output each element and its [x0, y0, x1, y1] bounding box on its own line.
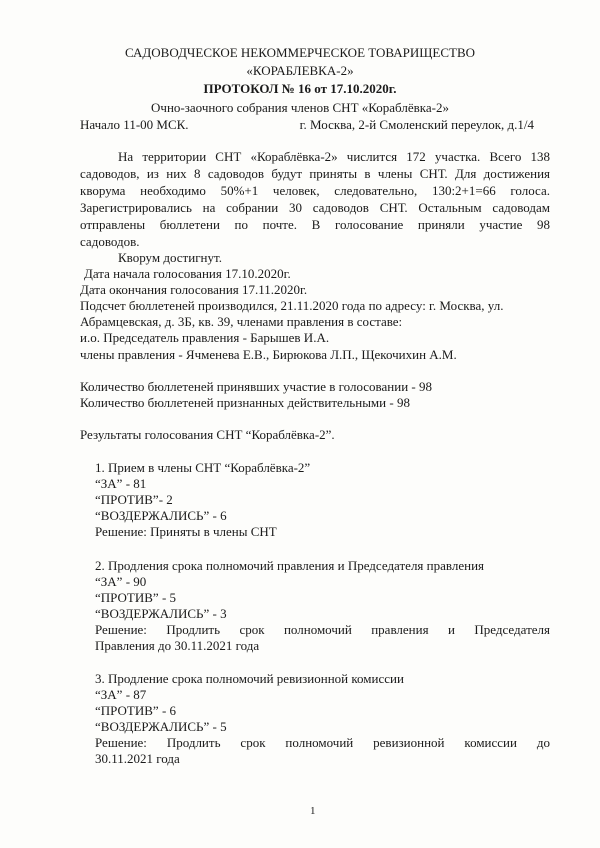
intro-line: отправлены бюллетени по почте. В голосование приняли участие 98 [80, 217, 550, 232]
vote-abstained: “ВОЗДЕРЖАЛИСЬ” - 5 [95, 719, 227, 734]
vote-item-title: 3. Продление срока полномочий ревизионной комиссии [95, 671, 404, 686]
intro-line: садоводов, из них 8 садоводов будут приняты в члены СНТ. Для достижения [80, 166, 550, 181]
vote-against: “ПРОТИВ” - 6 [95, 703, 177, 718]
vote-start-date: Дата начала голосования 17.10.2020г. [84, 266, 291, 281]
org-name-line1: САДОВОДЧЕСКОЕ НЕКОММЕРЧЕСКОЕ ТОВАРИЩЕСТВО [124, 45, 476, 60]
vote-for: “ЗА” - 87 [95, 687, 147, 702]
vote-item-title: 2. Продления срока полномочий правления и Председателя правления [95, 558, 485, 573]
quorum-status: Кворум достигнут. [118, 250, 222, 265]
intro-line: Зарегистрировались на собрании 30 садоводов СНТ. Остальным садоводам [80, 200, 550, 215]
board-members: члены правления - Ячменева Е.В., Бирюкова Л.П., Щекочихин А.М. [80, 347, 457, 362]
vote-for: “ЗА” - 81 [95, 476, 147, 491]
vote-decision: Правления до 30.11.2021 года [95, 638, 260, 653]
vote-for: “ЗА” - 90 [95, 574, 147, 589]
vote-against: “ПРОТИВ”- 2 [95, 492, 173, 507]
intro-line: кворума необходимо 50%+1 человек, следовательно, 130:2+1=66 голоса. [80, 183, 550, 198]
meeting-type: Очно-заочного собрания членов СНТ «Кораблёвка-2» [151, 100, 449, 115]
intro-line: На территории СНТ «Кораблёвка-2» числится 172 участка. Всего 138 [118, 149, 550, 164]
vote-against: “ПРОТИВ” - 5 [95, 590, 177, 605]
intro-line: садоводов. [80, 234, 140, 249]
vote-item-title: 1. Прием в члены СНТ “Кораблёвка-2” [95, 460, 311, 475]
vote-decision: Решение: Продлить срок полномочий ревизионной комиссии до [95, 735, 550, 750]
meeting-location: г. Москва, 2-й Смоленский переулок, д.1/4 [299, 117, 534, 132]
vote-end-date: Дата окончания голосования 17.11.2020г. [80, 282, 308, 297]
ballots-valid: Количество бюллетеней признанных действительными - 98 [80, 395, 410, 410]
protocol-title: ПРОТОКОЛ № 16 от 17.10.2020г. [203, 81, 397, 96]
vote-decision: 30.11.2021 года [95, 751, 180, 766]
page-number: 1 [310, 805, 316, 817]
count-info-line: Подсчет бюллетеней производился, 21.11.2020 года по адресу: г. Москва, ул. [80, 298, 504, 313]
ballots-participated: Количество бюллетеней принявших участие в голосовании - 98 [80, 379, 432, 394]
org-name-line2: «КОРАБЛЕВКА-2» [246, 63, 354, 78]
vote-abstained: “ВОЗДЕРЖАЛИСЬ” - 3 [95, 606, 227, 621]
vote-decision: Решение: Приняты в члены СНТ [95, 524, 277, 539]
vote-decision: Решение: Продлить срок полномочий правления и Председателя [95, 622, 550, 637]
start-time: Начало 11-00 МСК. [80, 117, 189, 132]
chairman: и.о. Председатель правления - Барышев И.А. [80, 330, 330, 345]
vote-abstained: “ВОЗДЕРЖАЛИСЬ” - 6 [95, 508, 227, 523]
results-title: Результаты голосования СНТ “Кораблёвка-2”. [80, 427, 335, 442]
count-info-line: Абрамцевская, д. 3Б, кв. 39, членами правления в составе: [80, 314, 403, 329]
